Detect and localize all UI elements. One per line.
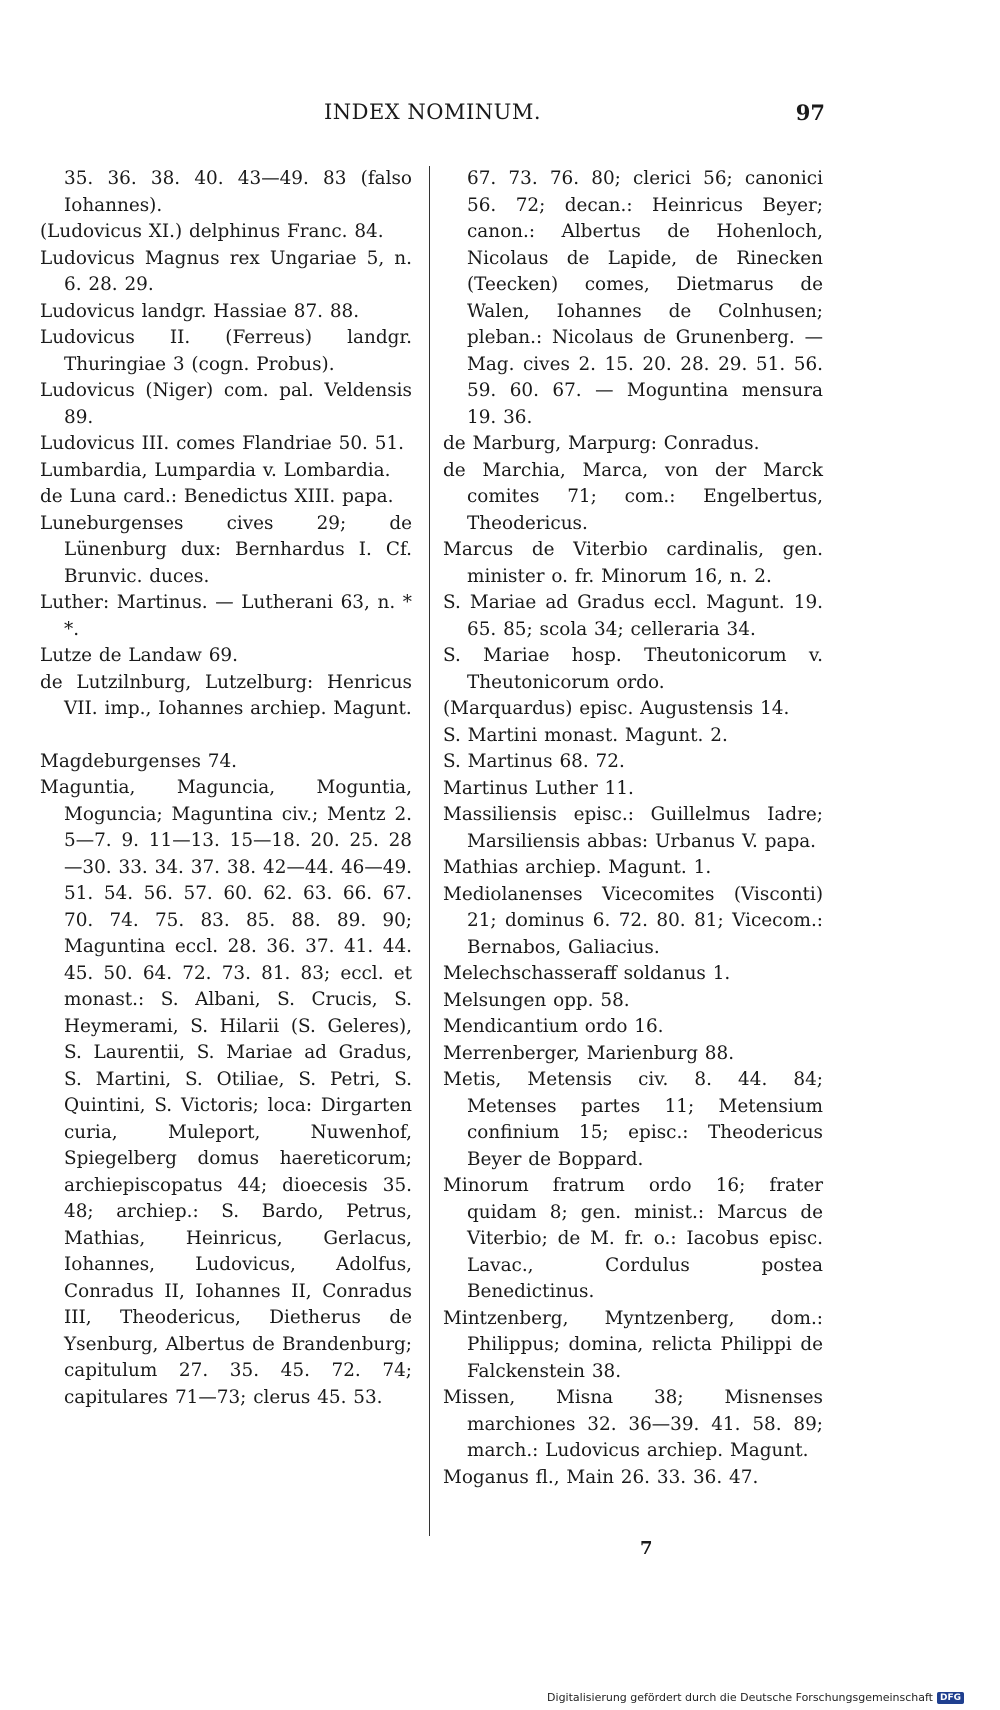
signature-mark: 7 [640,1538,653,1559]
index-entry: Ludovicus II. (Ferreus) landgr. Thuringiae 3 (cogn. Probus). [40,327,412,375]
index-entry: Lumbardia, Lumpardia v. Lombardia. [40,459,391,481]
index-entry: Minorum fratrum ordo 16; frater quidam 8; gen. minist.: Marcus de Viterbio; de M. fr. o.: Iacobus episc. Lavac., Cordulus postea Benedictinus. [443,1175,823,1302]
index-entry: S. Mariae ad Gradus eccl. Magunt. 19. 65. 85; scola 34; celleraria 34. [443,592,823,640]
page-header [40,100,825,140]
index-entry: Luneburgenses cives 29; de Lünenburg dux: Bernhardus I. Cf. Brunvic. duces. [40,512,412,587]
page-number: 97 [795,100,825,125]
index-entry: 67. 73. 76. 80; clerici 56; canonici 56. 72; decan.: Heinricus Beyer; canon.: Albertus de Hohenloch, Nicolaus de Lapide, de Rinecken (Teecken) comes, Dietmarus de Walen, Iohannes de Colnhusen; pleban.: Nicolaus de Grunenberg. — Mag. cives 2. 15. 20. 28. 29. 51. 56. 59. 60. 67. — Moguntina mensura 19. 36. [467,168,823,428]
dfg-logo-icon: DFG [937,1692,964,1704]
index-entry: (Marquardus) episc. Augustensis 14. [443,698,790,719]
index-entry: Ludovicus (Niger) com. pal. Veldensis 89. [40,380,412,428]
index-entry: Merrenberger, Marienburg 88. [443,1042,735,1064]
column-divider [429,166,430,1536]
right-column [443,166,823,1491]
index-entry: S. Mariae hosp. Theutonicorum v. Theutonicorum ordo. [443,645,823,693]
left-column [40,166,412,1411]
index-entry: Ludovicus landgr. Hassiae 87. 88. [40,300,360,322]
index-entry: Moganus fl., Main 26. 33. 36. 47. [443,1466,759,1488]
footer-text: Digitalisierung gefördert durch die Deutsche Forschungsgemeinschaft [547,1691,933,1704]
index-entry: Martinus Luther 11. [443,777,634,799]
index-entry: de Marburg, Marpurg: Conradus. [443,433,760,454]
index-entry: Mathias archiep. Magunt. 1. [443,857,712,878]
index-entry: Magdeburgenses 74. [40,750,237,772]
index-entry: Luther: Martinus. — Lutherani 63, n. * *. [40,592,412,640]
index-entry: Maguntia, Maguncia, Moguntia, Moguncia; Maguntina civ.; Mentz 2. 5—7. 9. 11—13. 15—18. 20. 25. 28—30. 33. 34. 37. 38. 42—44. 46—49. 51. 54. 56. 57. 60. 62. 63. 66. 67. 70. 74. 75. 83. 85. 88. 89. 90; Maguntina eccl. 28. 36. 37. 41. 44. 45. 50. 64. 72. 73. 81. 83; eccl. et monast.: S. Albani, S. Crucis, S. Heymerami, S. Hilarii (S. Geleres), S. Laurentii, S. Mariae ad Gradus, S. Martini, S. Otiliae, S. Petri, S. Quintini, S. Victoris; loca: Dirgarten curia, Muleport, Nuwenhof, Spiegelberg domus haereticorum; archiepiscopatus 44; dioecesis 35. 48; archiep.: S. Bardo, Petrus, Mathias, Heinricus, Gerlacus, Iohannes, Ludovicus, Adolfus, Conradus II, Iohannes II, Conradus III, Theodericus, Dietherus de Ysenburg, Albertus de Brandenburg; capitulum 27. 35. 45. 72. 74; capitulares 71—73; clerus 45. 53. [40,777,412,1408]
index-entry: S. Martinus 68. 72. [443,751,625,772]
digitization-footer [547,1691,964,1704]
index-entry: Ludovicus III. comes Flandriae 50. 51. [40,433,404,454]
index-entry: Mintzenberg, Myntzenberg, dom.: Philippus; domina, relicta Philippi de Falckenstein 38. [443,1307,823,1382]
index-entry: de Lutzilnburg, Lutzelburg: Henricus VII. imp., Iohannes archiep. Magunt. [40,671,412,719]
index-entry: 35. 36. 38. 40. 43—49. 83 (falso Iohannes). [64,168,412,216]
index-entry: Metis, Metensis civ. 8. 44. 84; Metenses partes 11; Metensium confinium 15; episc.: Theodericus Beyer de Boppard. [443,1069,823,1170]
index-entry: Lutze de Landaw 69. [40,645,238,666]
index-entry: de Marchia, Marca, von der Marck comites 71; com.: Engelbertus, Theodericus. [443,459,823,534]
index-entry: (Ludovicus XI.) delphinus Franc. 84. [40,221,384,242]
running-title: INDEX NOMINUM. [323,100,542,124]
index-entry: S. Martini monast. Magunt. 2. [443,724,728,746]
index-entry: Marcus de Viterbio cardinalis, gen. minister o. fr. Minorum 16, n. 2. [443,539,823,587]
index-entry: Melechschasseraff soldanus 1. [443,963,731,984]
index-entry: Melsungen opp. 58. [443,989,630,1011]
index-entry: Massiliensis episc.: Guillelmus Iadre; Marsiliensis abbas: Urbanus V. papa. [443,804,823,852]
index-entry: Mendicantium ordo 16. [443,1016,664,1037]
index-entry: de Luna card.: Benedictus XIII. papa. [40,486,394,507]
index-entry: Ludovicus Magnus rex Ungariae 5, n. 6. 28. 29. [40,247,412,295]
index-entry: Missen, Misna 38; Misnenses marchiones 32. 36—39. 41. 58. 89; march.: Ludovicus archiep. Magunt. [443,1387,823,1461]
index-entry: Mediolanenses Vicecomites (Visconti) 21; dominus 6. 72. 80. 81; Vicecom.: Bernabos, Galiacius. [443,883,823,958]
